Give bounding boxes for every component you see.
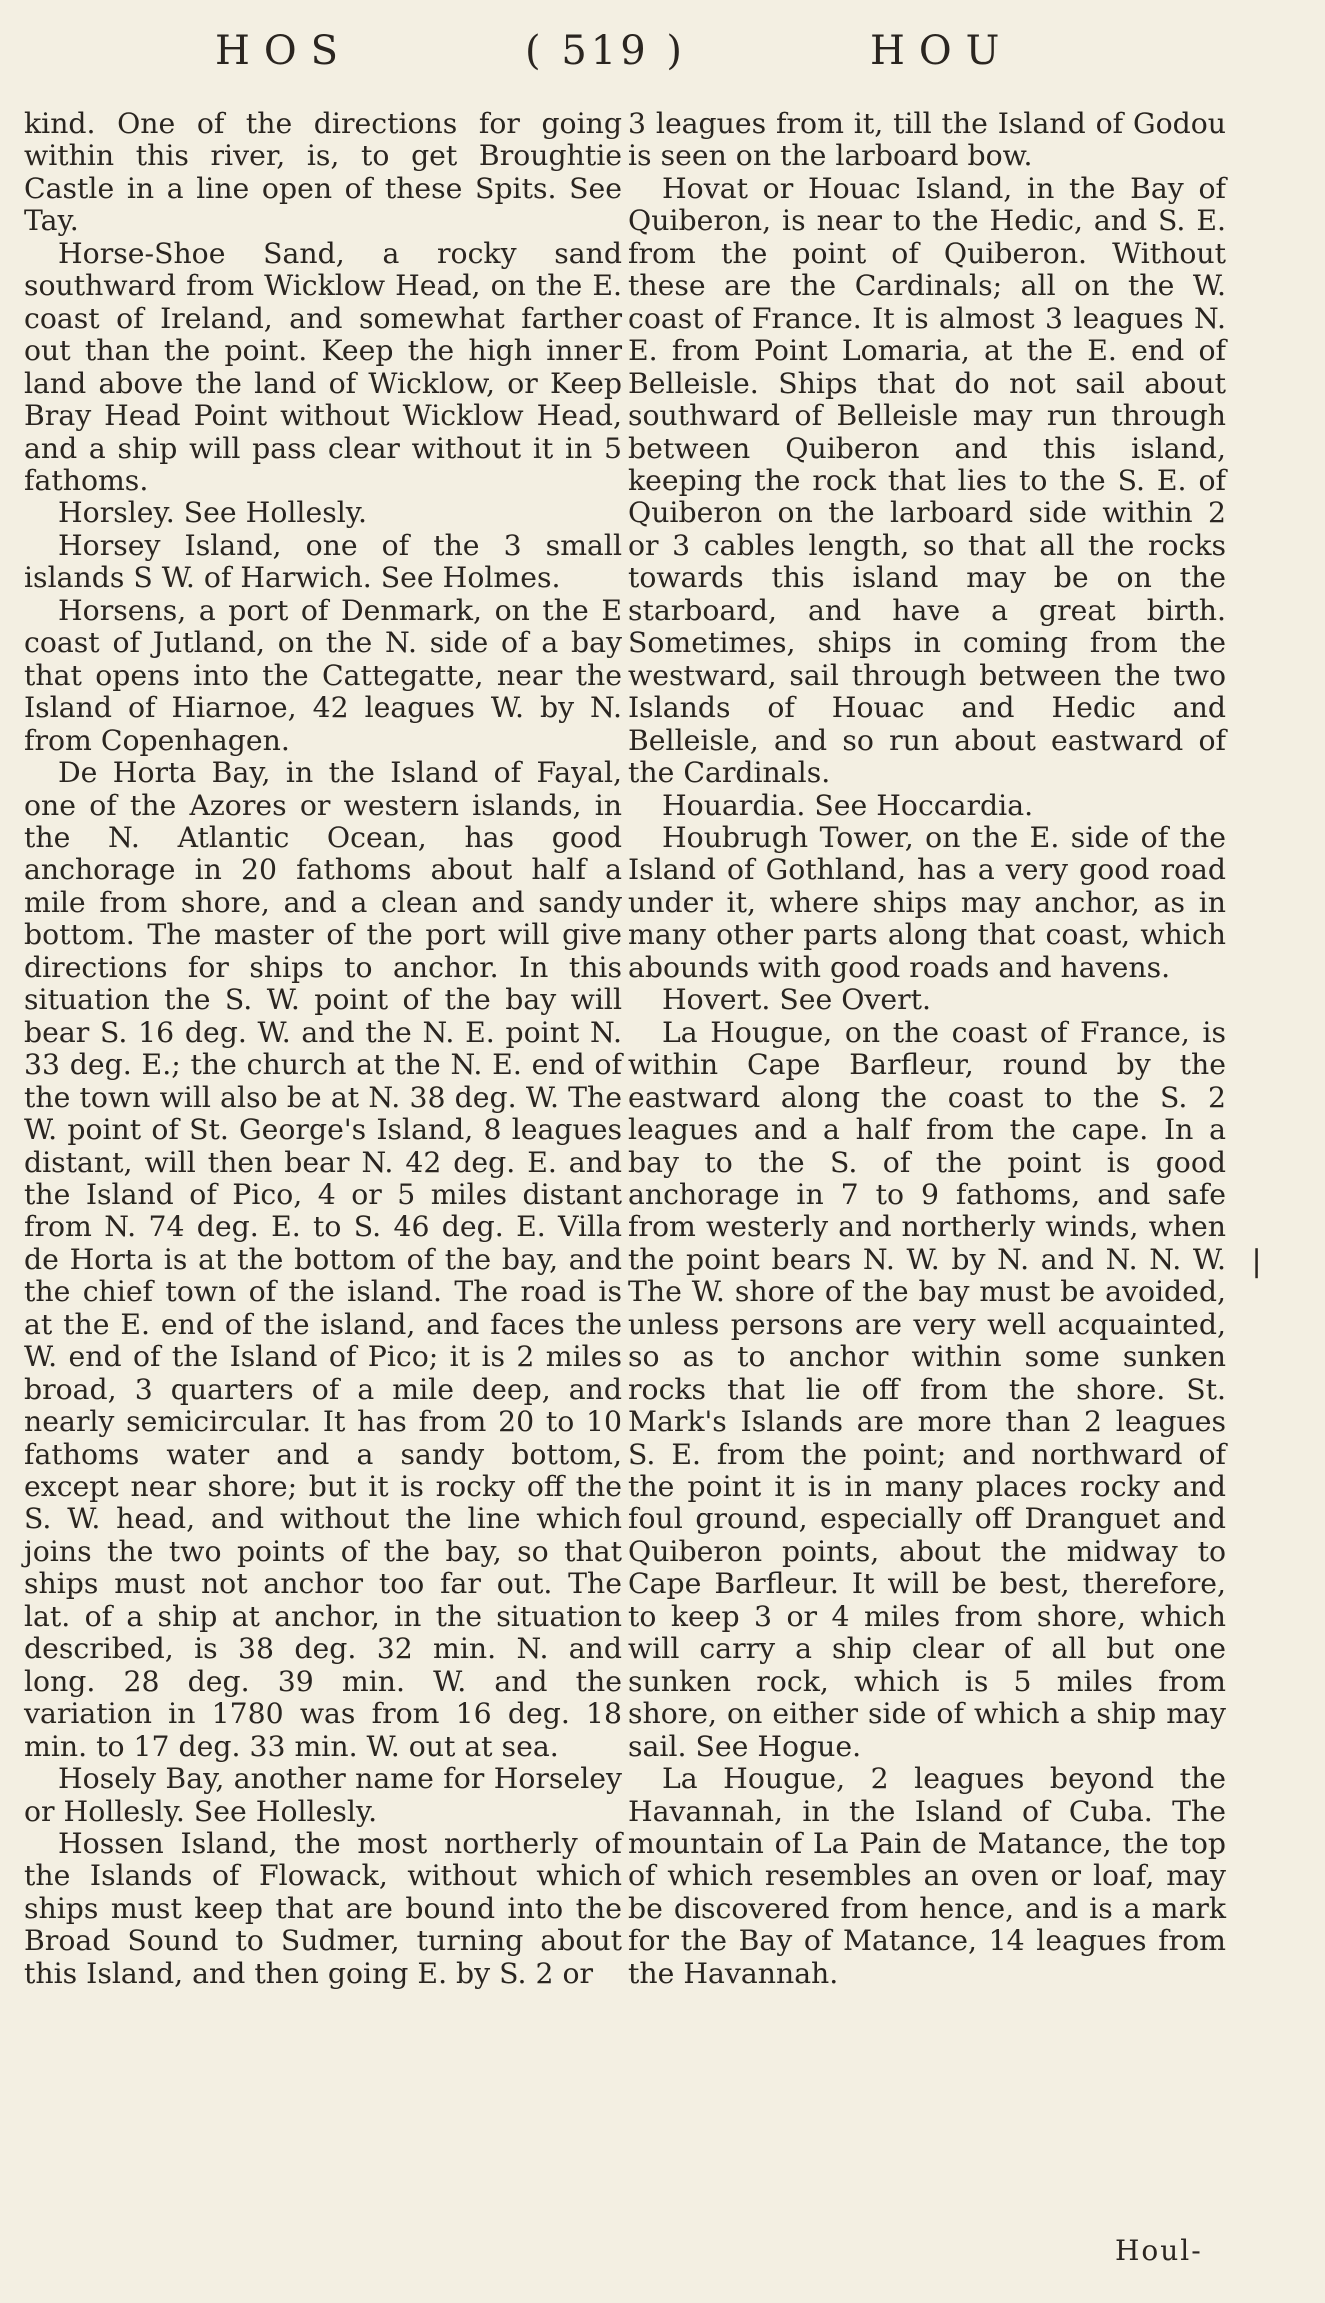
left-column <box>24 108 622 1990</box>
entry-paragraph: kind. One of the directions for going within this river, is, to get Broughtie Castle in a line open of these Spits. See Tay. <box>24 107 622 238</box>
entry-paragraph: La Hougue, 2 leagues beyond the Havannah, in the Island of Cuba. The mountain of La Pain de Matance, the top of which resembles an oven or loaf, may be discovered from hence, and is a mark for the Bay of Matance, 14 leagues from the Havannah. <box>628 1762 1226 1990</box>
entry-paragraph: Hossen Island, the most northerly of the Islands of Flowack, without which ships must keep that are bound into the Broad Sound to Sudmer, turning about this Island, and then going E. by S. 2 or <box>24 1827 622 1990</box>
entry-paragraph: Houbrugh Tower, on the E. side of the Island of Gothland, has a very good road under it, where ships may anchor, as in many other parts along that coast, which abounds with good roads and havens. <box>628 820 1226 984</box>
entry-paragraph: Houardia. See Hoccardia. <box>662 788 1034 822</box>
entry-paragraph: 3 leagues from it, till the Island of Godou is seen on the larboard bow. <box>628 107 1226 173</box>
catchword: Houl- <box>1115 2234 1203 2267</box>
entry-paragraph: De Horta Bay, in the Island of Fayal, one of the Azores or western islands, in the N. Atlantic Ocean, has good anchorage in 20 fathoms about half a mile from shore, and a clean and sandy bottom. The master of the port will give directions for ships to anchor. In this situation the S. W. point of the bay will bear S. 16 deg. W. and the N. E. point N. 33 deg. E.; the church at the N. E. end of the town will also be at N. 38 deg. W. The W. point of St. George's Island, 8 leagues distant, will then bear N. 42 deg. E. and the Island of Pico, 4 or 5 miles distant from N. 74 deg. E. to S. 46 deg. E. Villa de Horta is at the bottom of the bay, and the chief town of the island. The road is at the E. end of the island, and faces the W. end of the Island of Pico; it is 2 miles broad, 3 quarters of a mile deep, and nearly semicircular. It has from 20 to 10 fathoms water and a sandy bottom, except near shore; but it is rocky off the S. W. head, and without the line which joins the two points of the bay, so that ships must not anchor too far out. The lat. of a ship at anchor, in the situation described, is 38 deg. 32 min. N. and long. 28 deg. 39 min. W. and the variation in 1780 was from 16 deg. 18 min. to 17 deg. 33 min. W. out at sea. <box>24 756 622 1763</box>
entry-paragraph: Hosely Bay, another name for Horseley or Hollesly. See Hollesly. <box>24 1762 622 1828</box>
running-header <box>0 28 1325 88</box>
entry-paragraph: Horsley. See Hollesly. <box>58 496 367 530</box>
entry-paragraph: Hovert. See Overt. <box>662 983 932 1017</box>
entry-paragraph: La Hougue, on the coast of France, is within Cape Barfleur, round by the eastward along the coast to the S. 2 leagues and a half from the cape. In a bay to the S. of the point is good anchorage in 7 to 9 fathoms, and safe from westerly and northerly winds, when the point bears N. W. by N. and N. N. W. The W. shore of the bay must be avoided, unless persons are very well acquainted, so as to anchor within some sunken rocks that lie off from the shore. St. Mark's Islands are more than 2 leagues S. E. from the point; and northward of the point it is in many places rocky and foul ground, especially off Dranguet and Quiberon points, about the midway to Cape Barfleur. It will be best, therefore, to keep 3 or 4 miles from shore, which will carry a ship clear of all but one sunken rock, which is 5 miles from shore, on either side of which a ship may sail. See Hogue. <box>628 1015 1226 1763</box>
header-left-word: HOS <box>215 28 353 74</box>
entry-paragraph: Hovat or Houac Island, in the Bay of Quiberon, is near to the Hedic, and S. E. from the point of Quiberon. Without these are the Cardinals; all on the W. coast of France. It is almost 3 leagues N. E. from Point Lomaria, at the E. end of Belleisle. Ships that do not sail about southward of Belleisle may run through between Quiberon and this island, keeping the rock that lies to the S. E. of Quiberon on the larboard side within 2 or 3 cables length, so that all the rocks towards this island may be on the starboard, and have a great birth. Sometimes, ships in coming from the westward, sail through between the two Islands of Houac and Hedic and Belleisle, and so run about eastward of the Cardinals. <box>628 171 1226 790</box>
entry-paragraph: Horsey Island, one of the 3 small islands S W. of Harwich. See Holmes. <box>24 528 622 595</box>
right-column <box>628 108 1226 1990</box>
entry-paragraph: Horsens, a port of Denmark, on the E coast of Jutland, on the N. side of a bay that opens into the Cattegatte, near the Island of Hiarnoe, 42 leagues W. by N. from Copenhagen. <box>24 593 622 757</box>
page-number: ( 519 ) <box>525 28 686 74</box>
entry-paragraph: Horse-Shoe Sand, a rocky sand southward from Wicklow Head, on the E. coast of Ireland, and somewhat farther out than the point. Keep the high inner land above the land of Wicklow, or Keep Bray Head Point without Wicklow Head, and a ship will pass clear without it in 5 fathoms. <box>24 236 622 497</box>
header-right-word: HOU <box>870 28 1014 74</box>
margin-mark: ❘ <box>1244 1244 1270 1279</box>
